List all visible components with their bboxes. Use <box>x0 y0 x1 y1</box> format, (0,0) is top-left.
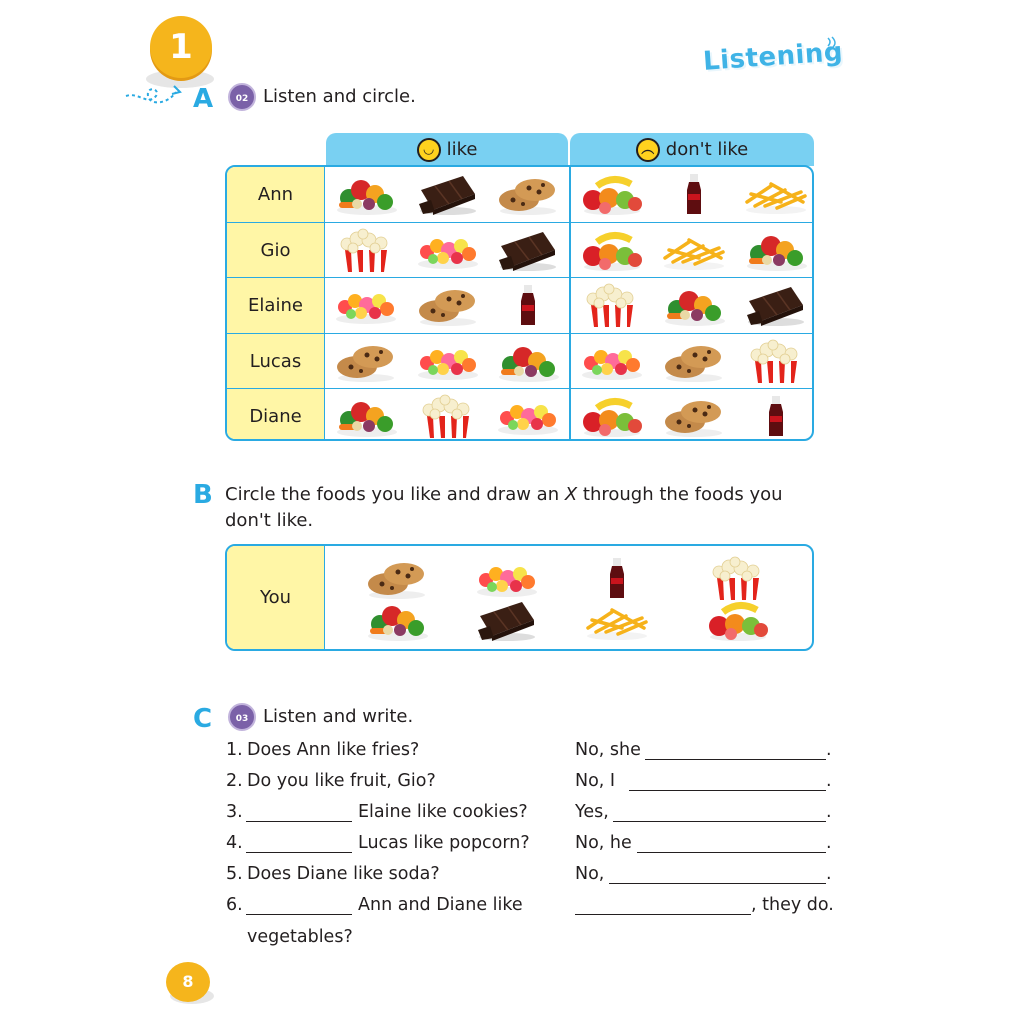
section-b-letter: B <box>193 480 213 510</box>
student-name: Ann <box>227 167 325 222</box>
you-name-cell: You <box>227 546 325 649</box>
question-text: Lucas like popcorn? <box>358 833 530 853</box>
like-header-label: like <box>446 139 478 160</box>
question-number: 3. <box>226 802 243 822</box>
table-row <box>227 277 812 333</box>
question-text: Ann and Diane like <box>358 895 523 915</box>
answer-blank[interactable] <box>629 790 826 791</box>
column-divider <box>569 334 571 389</box>
section-c-instruction: Listen and write. <box>263 706 414 727</box>
dislike-header <box>570 133 814 166</box>
soda-icon[interactable] <box>659 172 729 216</box>
answer-prompt: No, she <box>575 740 641 760</box>
vegetables-icon[interactable] <box>741 228 811 272</box>
answer-blank[interactable] <box>609 883 826 884</box>
section-a-letter: A <box>193 84 214 114</box>
cookies-icon[interactable] <box>659 339 729 383</box>
answer-prompt: No, <box>575 864 605 884</box>
food-preferences-table <box>225 165 814 441</box>
column-divider <box>569 278 571 333</box>
question-number: 1. <box>226 740 243 760</box>
answer-blank[interactable] <box>637 852 826 853</box>
soda-icon[interactable] <box>582 556 652 600</box>
sound-waves-icon <box>826 36 842 52</box>
answer-ending: , they do. <box>751 895 834 915</box>
candy-icon[interactable] <box>413 228 483 272</box>
answer-period: . <box>826 740 832 760</box>
vegetables-icon[interactable] <box>659 283 729 327</box>
answer-period: . <box>826 771 832 791</box>
question-blank[interactable] <box>246 914 352 915</box>
question-text: Elaine like cookies? <box>358 802 528 822</box>
student-name: Diane <box>227 389 325 441</box>
section-b-instruction-post: through the foods you don't like. <box>225 484 783 531</box>
question-text: Does Diane like soda? <box>247 864 440 884</box>
vegetables-icon[interactable] <box>331 394 401 438</box>
fruit-icon[interactable] <box>577 172 647 216</box>
question-text: Do you like fruit, Gio? <box>247 771 436 791</box>
chocolate-icon[interactable] <box>472 598 542 642</box>
answer-period: . <box>826 864 832 884</box>
soda-icon[interactable] <box>493 283 563 327</box>
chocolate-icon[interactable] <box>413 172 483 216</box>
happy-face-icon: ◡ <box>417 138 441 162</box>
candy-icon[interactable] <box>577 339 647 383</box>
cookies-icon[interactable] <box>331 339 401 383</box>
column-divider <box>569 223 571 278</box>
question-blank[interactable] <box>246 852 352 853</box>
question-text: Does Ann like fries? <box>247 740 420 760</box>
student-name: Elaine <box>227 278 325 333</box>
section-b-instruction-x: X <box>564 484 578 505</box>
cookies-icon[interactable] <box>362 556 432 600</box>
column-divider <box>569 167 571 222</box>
cookies-icon[interactable] <box>413 283 483 327</box>
popcorn-icon[interactable] <box>413 394 483 438</box>
answer-blank[interactable] <box>645 759 826 760</box>
fries-icon[interactable] <box>659 228 729 272</box>
table-row <box>227 167 812 222</box>
table-row <box>227 388 812 441</box>
listening-title: Listening <box>702 37 844 77</box>
audio-track-icon-2[interactable]: 03 <box>228 703 256 731</box>
section-b-instruction <box>225 482 825 534</box>
answer-prompt: No, he <box>575 833 632 853</box>
like-header <box>326 133 568 166</box>
column-divider <box>569 389 571 441</box>
candy-icon[interactable] <box>413 339 483 383</box>
fruit-icon[interactable] <box>577 228 647 272</box>
audio-track-icon[interactable]: 02 <box>228 83 256 111</box>
answer-prompt: No, I <box>575 771 616 791</box>
popcorn-icon[interactable] <box>577 283 647 327</box>
fries-icon[interactable] <box>741 172 811 216</box>
unit-number-badge: 1 <box>150 16 212 78</box>
section-c-letter: C <box>193 704 213 734</box>
table-row <box>227 222 812 278</box>
student-name: Lucas <box>227 334 325 389</box>
cookies-icon[interactable] <box>659 394 729 438</box>
sad-face-icon: ︵ <box>636 138 660 162</box>
answer-blank[interactable] <box>613 821 826 822</box>
popcorn-icon[interactable] <box>703 556 773 600</box>
page-number: 8 <box>166 962 210 1002</box>
vegetables-icon[interactable] <box>493 339 563 383</box>
candy-icon[interactable] <box>472 556 542 600</box>
fruit-icon[interactable] <box>577 394 647 438</box>
question-number: 6. <box>226 895 243 915</box>
answer-prompt: Yes, <box>575 802 609 822</box>
fruit-icon[interactable] <box>703 598 773 642</box>
question-number: 4. <box>226 833 243 853</box>
candy-icon[interactable] <box>493 394 563 438</box>
dotted-arrow-icon <box>124 80 194 110</box>
answer-period: . <box>826 802 832 822</box>
answer-blank[interactable] <box>575 914 751 915</box>
vegetables-icon[interactable] <box>331 172 401 216</box>
vegetables-icon[interactable] <box>362 598 432 642</box>
chocolate-icon[interactable] <box>741 283 811 327</box>
table-row <box>227 333 812 389</box>
answer-period: . <box>826 833 832 853</box>
question-text-continued: vegetables? <box>247 927 353 947</box>
popcorn-icon[interactable] <box>741 339 811 383</box>
soda-icon[interactable] <box>741 394 811 438</box>
cookies-icon[interactable] <box>493 172 563 216</box>
popcorn-icon[interactable] <box>331 228 401 272</box>
student-name: Gio <box>227 223 325 278</box>
section-b-instruction-pre: Circle the foods you like and draw an <box>225 484 565 505</box>
candy-icon[interactable] <box>331 283 401 327</box>
your-foods-table <box>225 544 814 651</box>
dislike-header-label: don't like <box>665 139 749 160</box>
question-blank[interactable] <box>246 821 352 822</box>
question-number: 5. <box>226 864 243 884</box>
section-a-instruction: Listen and circle. <box>263 86 416 107</box>
question-number: 2. <box>226 771 243 791</box>
fries-icon[interactable] <box>582 598 652 642</box>
chocolate-icon[interactable] <box>493 228 563 272</box>
